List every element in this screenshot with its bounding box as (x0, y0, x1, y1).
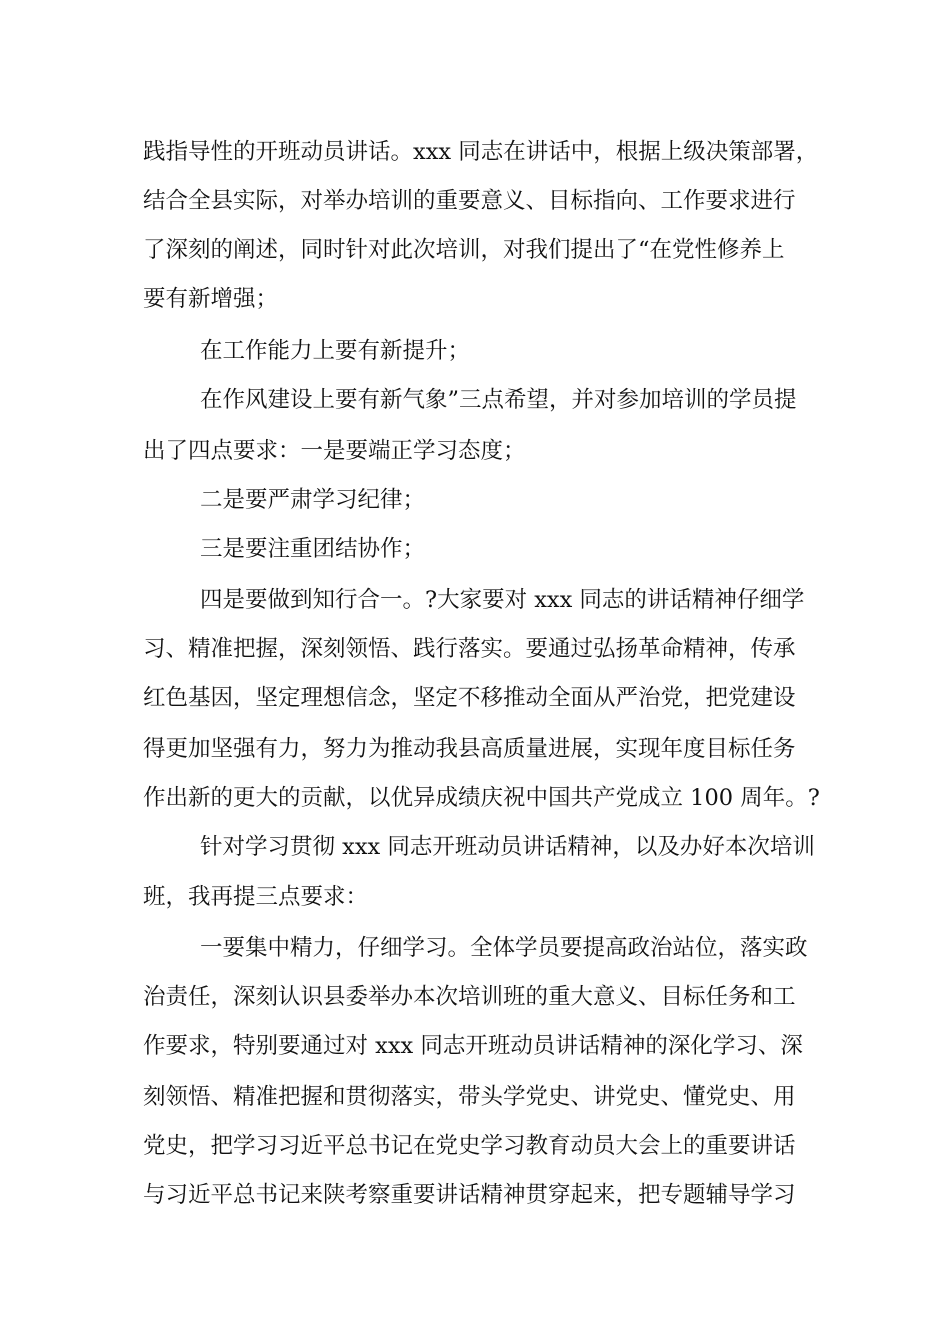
text-line: 出了四点要求：一是要端正学习态度； (143, 438, 526, 464)
text-line: 要有新增强； (143, 286, 279, 312)
text-line: 结合全县实际，对举办培训的重要意义、目标指向、工作要求进行 (143, 188, 796, 214)
text-line: 班，我再提三点要求： (143, 884, 369, 910)
text-line: 作要求，特别要通过对 xxx 同志开班动员讲话精神的深化学习、深 (143, 1033, 803, 1059)
text-line: 刻领悟、精准把握和贯彻落实，带头学党史、讲党史、懂党史、用 (143, 1084, 796, 1110)
text-line: 作出新的更大的贡献，以优异成绩庆祝中国共产党成立 100 周年。? (143, 785, 820, 811)
text-line: 二是要严肃学习纪律； (200, 487, 426, 513)
text-line: 一要集中精力，仔细学习。全体学员要提高政治站位，落实政 (200, 935, 808, 961)
text-line: 与习近平总书记来陕考察重要讲话精神贯穿起来，把专题辅导学习 (143, 1182, 796, 1208)
text-line: 在作风建设上要有新气象”三点希望，并对参加培训的学员提 (200, 387, 797, 413)
text-line: 三是要注重团结协作； (200, 536, 426, 562)
text-line: 得更加坚强有力，努力为推动我县高质量进展，实现年度目标任务 (143, 736, 796, 762)
text-line: 践指导性的开班动员讲话。xxx 同志在讲话中，根据上级决策部署， (143, 139, 819, 165)
text-line: 红色基因，坚定理想信念，坚定不移推动全面从严治党，把党建设 (143, 685, 796, 711)
text-line: 四是要做到知行合一。?大家要对 xxx 同志的讲话精神仔细学 (200, 587, 805, 613)
text-line: 在工作能力上要有新提升； (200, 338, 471, 364)
text-line: 党史，把学习习近平总书记在党史学习教育动员大会上的重要讲话 (143, 1133, 796, 1159)
text-line: 治责任，深刻认识县委举办本次培训班的重大意义、目标任务和工 (143, 984, 796, 1010)
text-line: 针对学习贯彻 xxx 同志开班动员讲话精神，以及办好本次培训 (200, 834, 815, 860)
text-line: 习、精准把握，深刻领悟、践行落实。要通过弘扬革命精神，传承 (143, 636, 796, 662)
text-line: 了深刻的阐述，同时针对此次培训，对我们提出了“在党性修养上 (143, 237, 785, 263)
